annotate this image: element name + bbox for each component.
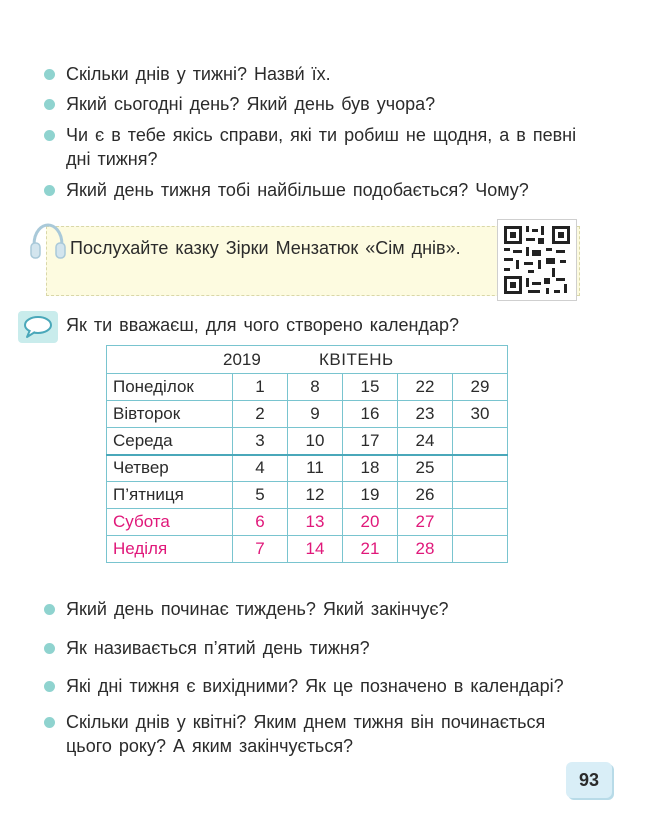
- bullet-dot: [44, 681, 55, 692]
- date-cell: [453, 509, 508, 536]
- date-cell: 21: [343, 536, 398, 563]
- date-cell: 8: [288, 374, 343, 401]
- date-cell: [453, 536, 508, 563]
- date-cell: 6: [233, 509, 288, 536]
- question-4: Який день тижня тобі найбільше подобається? Чому?: [66, 178, 586, 202]
- question-2: Який сьогодні день? Який день був учора?: [66, 92, 586, 116]
- listening-prompt: Послухайте казку Зірки Мензатюк «Сім днів».: [70, 238, 461, 258]
- day-name: Субота: [107, 509, 233, 536]
- date-cell: 15: [343, 374, 398, 401]
- calendar-row-friday: [107, 482, 508, 509]
- calendar-header: [107, 346, 508, 374]
- date-cell: 4: [233, 455, 288, 482]
- date-cell: 16: [343, 401, 398, 428]
- bullet-dot: [44, 99, 55, 110]
- calendar-row-saturday: [107, 509, 508, 536]
- date-cell: 29: [453, 374, 508, 401]
- date-cell: 28: [398, 536, 453, 563]
- date-cell: 7: [233, 536, 288, 563]
- date-cell: 22: [398, 374, 453, 401]
- bullet-dot: [44, 185, 55, 196]
- date-cell: 17: [343, 428, 398, 455]
- day-name: Вівторок: [107, 401, 233, 428]
- question-3: Чи є в тебе якісь справи, які ти робиш не щодня, а в певні дні тижня?: [66, 123, 586, 171]
- date-cell: 12: [288, 482, 343, 509]
- date-cell: [453, 455, 508, 482]
- question-8: Скільки днів у квітні? Яким днем тижня він починається цього року? А яким закінчується?: [66, 710, 581, 758]
- date-cell: 26: [398, 482, 453, 509]
- question-6: Як називається п’ятий день тижня?: [66, 636, 586, 660]
- bullet-dot: [44, 643, 55, 654]
- date-cell: 5: [233, 482, 288, 509]
- calendar-row-monday: [107, 374, 508, 401]
- question-5: Який день починає тиждень? Який закінчує?: [66, 597, 586, 621]
- day-name: Неділя: [107, 536, 233, 563]
- date-cell: 11: [288, 455, 343, 482]
- calendar-row-thursday: [107, 455, 508, 482]
- date-cell: 23: [398, 401, 453, 428]
- date-cell: [453, 482, 508, 509]
- date-cell: 9: [288, 401, 343, 428]
- bullet-dot: [44, 130, 55, 141]
- calendar-row-sunday: [107, 536, 508, 563]
- calendar-question: Як ти вважаєш, для чого створено календар?: [66, 315, 459, 335]
- date-cell: 1: [233, 374, 288, 401]
- speech-bubble-icon: [18, 311, 58, 343]
- calendar-row-tuesday: [107, 401, 508, 428]
- qr-code-pattern: [498, 220, 576, 300]
- date-cell: 25: [398, 455, 453, 482]
- date-cell: 30: [453, 401, 508, 428]
- date-cell: 3: [233, 428, 288, 455]
- day-name: Середа: [107, 428, 233, 455]
- date-cell: 20: [343, 509, 398, 536]
- date-cell: 2: [233, 401, 288, 428]
- calendar-year: 2019: [223, 350, 261, 369]
- date-cell: 18: [343, 455, 398, 482]
- calendar-header-row: [107, 346, 508, 374]
- date-cell: 19: [343, 482, 398, 509]
- date-cell: 10: [288, 428, 343, 455]
- calendar-table: [106, 345, 508, 563]
- calendar-month: КВІТЕНЬ: [319, 350, 394, 369]
- calendar-row-wednesday: [107, 428, 508, 455]
- day-name: П’ятниця: [107, 482, 233, 509]
- headphones-icon: [28, 221, 68, 263]
- question-1: Скільки днів у тижні? Назви́ їх.: [66, 62, 586, 86]
- qr-code[interactable]: [497, 219, 577, 301]
- page-number: 93: [566, 762, 612, 798]
- date-cell: [453, 428, 508, 455]
- bullet-dot: [44, 717, 55, 728]
- date-cell: 14: [288, 536, 343, 563]
- bullet-dot: [44, 69, 55, 80]
- question-7: Які дні тижня є вихідними? Як це позначено в календарі?: [66, 674, 586, 698]
- bullet-dot: [44, 604, 55, 615]
- day-name: Четвер: [107, 455, 233, 482]
- date-cell: 24: [398, 428, 453, 455]
- day-name: Понеділок: [107, 374, 233, 401]
- date-cell: 27: [398, 509, 453, 536]
- date-cell: 13: [288, 509, 343, 536]
